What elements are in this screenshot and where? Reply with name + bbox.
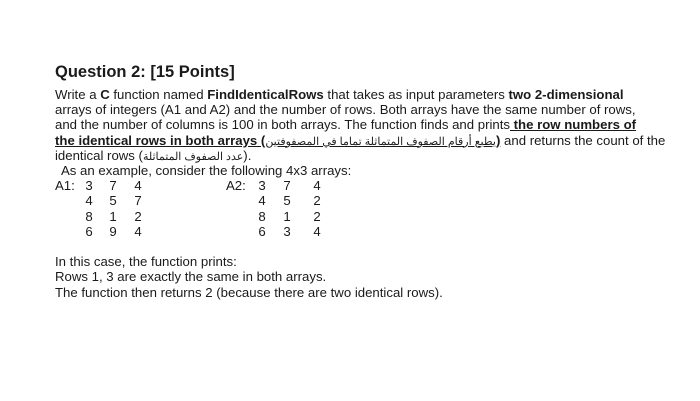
matrix-cell: 3 (85, 178, 93, 194)
matrix-cell: 9 (109, 223, 117, 239)
description-line-2: arrays of integers (A1 and A2) and the number of rows. Both arrays have the same number of rows, (55, 102, 636, 118)
matrix-cell: 3 (258, 178, 266, 194)
matrix-cell: 7 (134, 193, 142, 209)
matrix-cell: 5 (283, 193, 291, 209)
matrix-cell: 4 (313, 223, 321, 239)
output-line: Rows 1, 3 are exactly the same in both arrays. (55, 269, 327, 285)
matrix-cell: 7 (283, 178, 291, 194)
matrix-cell: 2 (134, 208, 142, 224)
arabic-note: يطبع أرقام الصفوف المتماثلة تماما في المصفوفتين (265, 135, 496, 148)
matrix-cell: 4 (258, 193, 266, 209)
matrix-cell: 8 (85, 208, 93, 224)
question-title: Question 2: [15 Points] (55, 63, 235, 81)
example-intro: As an example, consider the following 4x3 arrays: (61, 162, 352, 178)
question-description (55, 87, 695, 163)
description-line-5: identical rows (عدد الصفوف المتماثلة). (55, 147, 252, 163)
array-a2-label: A2: (226, 178, 246, 194)
description-line-4: the identical rows in both arrays (يطبع أرقام الصفوف المتماثلة تماما في المصفوفتين) and returns the count of the (55, 132, 666, 148)
matrix-cell: 4 (134, 223, 142, 239)
question-document (55, 62, 695, 300)
matrix-cell: 4 (134, 178, 142, 194)
matrix-cell: 8 (258, 208, 266, 224)
output-line: In this case, the function prints: (55, 254, 237, 270)
matrix-cell: 4 (313, 178, 321, 194)
matrix-cell: 7 (109, 178, 117, 194)
matrix-cell: 1 (283, 208, 291, 224)
example-output (55, 254, 695, 300)
matrix-cell: 6 (85, 223, 93, 239)
matrix-cell: 2 (313, 193, 321, 209)
matrix-cell: 2 (313, 208, 321, 224)
function-name: FindIdenticalRows (207, 87, 324, 102)
matrix-cell: 5 (109, 193, 117, 209)
description-line-1: Write a C function named FindIdenticalRows that takes as input parameters two 2-dimensional (55, 87, 624, 102)
matrix-cell: 6 (258, 223, 266, 239)
arabic-note: عدد الصفوف المتماثلة (142, 150, 244, 163)
output-line: The function then returns 2 (because there are two identical rows). (55, 284, 443, 300)
example-arrays (55, 178, 695, 254)
matrix-cell: 4 (85, 193, 93, 209)
description-line-3: and the number of columns is 100 in both arrays. The function finds and prints the row numbers of (55, 117, 637, 133)
array-a1-label: A1: (55, 178, 75, 194)
matrix-cell: 1 (109, 208, 117, 224)
matrix-cell: 3 (283, 223, 291, 239)
